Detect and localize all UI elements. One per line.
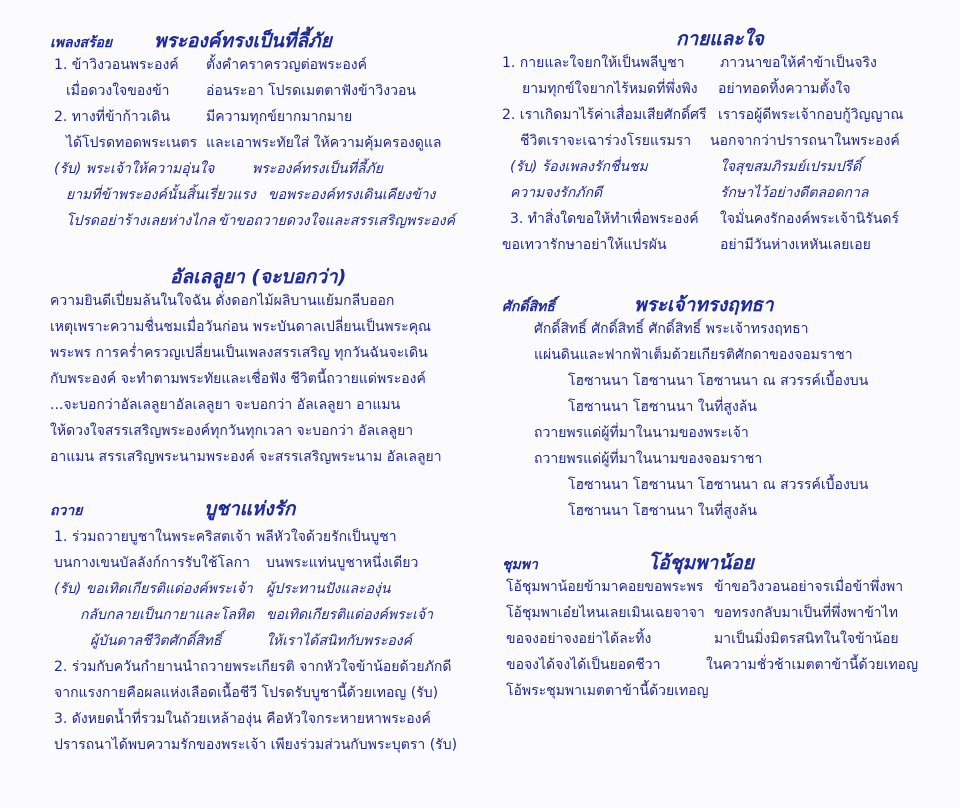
lyric-line: 3. ดังหยดน้ำที่รวมในถ้วยเหล้าองุ่น คือหัวใจกระหายหาพระองค์ [54,711,431,727]
lyric-left: เมื่อดวงใจของข้า [66,83,170,99]
lyric-line: ถวายพรแด่ผู้ที่มาในนามของจอมราชา [534,451,763,467]
lyric-left: ได้โปรดทอดพระเนตร [66,135,198,151]
lyric-right: นอกจากว่าปรารถนาในพระองค์ [710,133,900,149]
lyric-line: แผ่นดินและฟากฟ้าเต็มด้วยเกียรติศักดาของจอมราชา [534,347,853,363]
lyric-right: ภาวนาขอให้คำข้าเป็นจริง [720,55,877,71]
lyric-right: อ่อนระอา โปรดเมตตาฟังข้าวิงวอน [206,83,416,99]
lyric-right: พลีหัวใจด้วยรักเป็นบูชา [256,529,397,545]
lyric-left: 2. เราเกิดมาไร้ค่าเสื่อมเสียศักดิ์ศรี [502,107,707,123]
lyric-left: ผู้บันดาลชีวิตศักดิ์สิทธิ์ [90,633,222,649]
lyric-line: พระพร การคร่ำครวญเปลี่ยนเป็นเพลงสรรเสริญ ทุกวันฉันจะเดิน [50,345,428,361]
lyric-right: ขอพระองค์ทรงเดินเคียงข้าง [268,187,436,203]
lyric-left: กลับกลายเป็นกายาและโลหิต [80,607,255,623]
lyric-right: ตั้งคำคราครวญต่อพระองค์ [206,57,367,73]
lyric-line: โฮซานนา โฮซานนา โฮซานนา ณ สวรรค์เบื้องบน [568,373,869,389]
lyric-left: (รับ) พระเจ้าให้ความอุ่นใจ [54,161,215,177]
song-header [502,548,902,572]
lyric-left: ยามที่ข้าพระองค์นั้นสิ้นเรี่ยวแรง [66,187,256,203]
lyric-line: โฮซานนา โฮซานนา ในที่สูงล้น [568,503,757,519]
lyric-left: โปรดอย่าร้างเลยห่างไกล [66,213,216,229]
lyric-right: พระองค์ทรงเป็นที่ลี้ภัย [252,161,383,177]
song-category: เพลงสร้อย [50,35,113,51]
song-title: โอ้ชุมพาน้อย [648,552,754,574]
lyric-line: อาแมน สรรเสริญพระนามพระองค์ จะสรรเสริญพระนาม อัลเลลูยา [50,449,442,465]
lyric-line: โฮซานนา โฮซานนา ในที่สูงล้น [568,399,757,415]
lyric-line: 2. ร่วมกับควันกำยานนำถวายพระเกียรติ จากหัวใจข้าน้อยด้วยภักดี [54,659,452,675]
lyric-right: ข้าขอวิงวอนอย่าจรเมื่อข้าพึ่งพา [714,579,904,595]
lyric-left: 2. ทางที่ข้าก้าวเดิน [54,109,171,125]
song-title: กายและใจ [676,28,764,50]
lyric-left: ขอจงได้จงได้เป็นยอดชีวา [506,657,661,673]
lyric-right: รักษาไว้อย่างดีตลอดกาล [720,185,869,201]
lyric-left: ความจงรักภักดี [510,185,603,201]
lyric-right: มาเป็นมิ่งมิตรสนิทในใจข้าน้อย [714,631,899,647]
lyric-left: 1. ร่วมถวายบูชาในพระคริสตเจ้า [54,529,252,545]
lyric-right: ในความชั่วช้าเมตตาข้านี้ด้วยเทอญ [706,657,919,673]
lyric-right: ให้เราได้สนิทกับพระองค์ [266,633,412,649]
lyric-left: ชีวิตเราจะเฉาร่วงโรยแรมรา [520,133,692,149]
lyric-line: เหตุเพราะความชื่นชมเมื่อวันก่อน พระบันดาลเปลี่ยนเป็นพระคุณ [50,319,432,335]
song-title: บูชาแห่งรัก [204,498,296,520]
lyric-line: ความยินดีเปี่ยมล้นในใจฉัน ดั่งดอกไม้ผลิบานแย้มกลีบออก [50,293,395,309]
lyric-left: 1. ข้าวิงวอนพระองค์ [54,57,179,73]
lyric-left: (รับ) ขอเทิดเกียรติแด่องค์พระเจ้า [54,581,253,597]
lyric-line: ...จะบอกว่าอัลเลลูยาอัลเลลูยา จะบอกว่า อัลเลลูยา อาแมน [50,397,401,413]
lyric-right: ใจมั่นคงรักองค์พระเจ้านิรันดร์ [720,211,900,227]
song-title: อัลเลลูยา (จะบอกว่า) [170,266,347,288]
lyric-right: มีความทุกข์ยากมากมาย [206,109,353,125]
lyric-line: ปรารถนาได้พบความรักของพระเจ้า เพียงร่วมส่วนกับพระบุตรา (รับ) [54,737,458,753]
lyric-right: ใจสุขสมภิรมย์เปรมปรีดิ์ [720,159,862,175]
song-category: ถวาย [50,503,83,519]
song-title: พระเจ้าทรงฤทธา [634,294,774,316]
lyric-left: ยามทุกข์ใจยากไร้หมดที่พึ่งพิง [522,81,698,97]
lyric-left: บนกางเขนบัลลังก์การรับใช้โลกา [54,555,250,571]
lyric-right: และเอาพระทัยใส่ ให้ความคุ้มครองดูแล [206,135,442,151]
lyric-line: โฮซานนา โฮซานนา โฮซานนา ณ สวรรค์เบื้องบน [568,477,869,493]
lyric-right: ขอทรงกลับมาเป็นที่พึ่งพาข้าไท [714,605,898,621]
lyric-left: 3. ทำสิ่งใดขอให้ทำเพื่อพระองค์ [510,211,699,227]
song-header [502,290,902,314]
lyric-right: อย่าทอดทิ้งความตั้งใจ [718,81,851,97]
lyric-line: จากแรงกายคือผลแห่งเลือดเนื้อชีวี โปรดรับบูชานี้ด้วยเทอญ (รับ) [54,685,439,701]
lyric-line: ถวายพรแด่ผู้ที่มาในนามของพระเจ้า [534,425,749,441]
lyric-right: ขอเทิดเกียรติแด่องค์พระเจ้า [266,607,434,623]
lyric-left: (รับ) ร้องเพลงรักชื่นชม [510,159,648,175]
song-header [50,494,380,518]
lyric-left: โอ้พระชุมพาเมตตาข้านี้ด้วยเทอญ [506,683,709,699]
lyric-right: ข้าขอถวายดวงใจและสรรเสริญพระองค์ [218,213,456,229]
lyric-right: อย่ามีวันห่างเหหันเลยเอย [720,237,871,253]
song-header [50,26,380,50]
lyric-right: บนพระแท่นบูชาหนึ่งเดียว [266,555,419,571]
song-title: พระองค์ทรงเป็นที่ลี้ภัย [154,30,332,52]
lyric-right: เรารอผู้ดีพระเจ้ากอบกู้วิญญาณ [718,107,904,123]
lyric-right: ผู้ประทานปังและองุ่น [266,581,391,597]
lyric-left: โอ้ชุมพาเอ๋ยไหนเลยเมินเฉยจาจา [506,605,705,621]
lyric-line: ศักดิ์สิทธิ์ ศักดิ์สิทธิ์ ศักดิ์สิทธิ์ พระเจ้าทรงฤทธา [534,321,809,337]
song-category: ศักดิ์สิทธิ์ [502,299,555,315]
lyric-left: ขอจงอย่าจงอย่าได้ละทิ้ง [506,631,652,647]
lyric-line: ให้ดวงใจสรรเสริญพระองค์ทุกวันทุกเวลา จะบอกว่า อัลเลลูยา [50,423,414,439]
song-category: ชุมพา [502,557,538,573]
lyric-line: กับพระองค์ จะทำตามพระทัยและเชื่อฟัง ชีวิตนี้ถวายแด่พระองค์ [50,371,426,387]
lyric-left: ขอเทวารักษาอย่าให้แปรผัน [502,237,667,253]
lyric-left: 1. กายและใจยกให้เป็นพลีบูชา [502,55,685,71]
lyric-left: โอ้ชุมพาน้อยข้ามาคอยขอพระพร [506,579,704,595]
